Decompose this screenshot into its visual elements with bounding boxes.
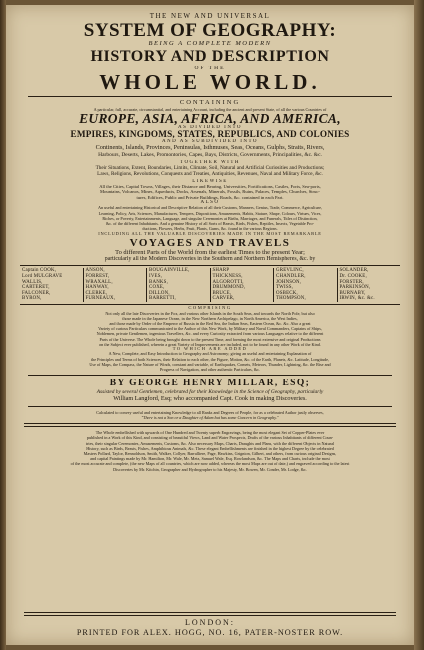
added-label: TO WHICH ARE ADDED <box>172 347 248 351</box>
explorer-name: GREVLINC, <box>276 268 304 274</box>
explorer-name: THOMPSON, <box>276 296 306 302</box>
accurate-line: A particular, full, accurate, circumstantial, and entertaining Account, including the ancient and present State, of all the various Countries of <box>93 106 327 112</box>
also-label: ALSO <box>200 200 220 206</box>
embellished-line-1: The Whole embellished with upwards of One Hundred and Twenty superb Engravings, being the most elegant Set of Copper-Plates ever <box>95 430 325 436</box>
voyages-line-1: To different Parts of the World from the earliest Times to the present Year; <box>115 248 305 256</box>
explorer-name: COXE, <box>149 285 165 291</box>
imprint-printer: PRINTED FOR ALEX. HOGG, NO. 16, PATER-NOSTER ROW. <box>76 628 344 637</box>
explorer-name: FORSTER, <box>339 279 364 285</box>
explorer-name: JOHNSON, <box>276 279 302 285</box>
also-line-5: ductions, Flowers, Herbs, Fruit, Plants, Gums, &c. found in the various Regions. <box>142 226 278 232</box>
embellished-line-4: History, such as Birds, Beasts, Fishes, Amphibious Animals, &c. These elegant Embellishments are finished in the highest Degree by the celebrated <box>86 445 334 451</box>
history-title: HISTORY AND DESCRIPTION <box>90 48 330 65</box>
divided-label: AS DIVIDED INTO <box>177 125 243 131</box>
comprising-line-5: Noblemen, private Gentlemen, ingenious Travellers, &c. and every Curiosity extracted from various Languages relative to the different <box>96 331 324 337</box>
imprint-city: LONDON: <box>185 618 235 627</box>
explorers-column <box>274 268 338 302</box>
also-line-4: &c. of the different Inhabitants. And a genuine History of all Sorts of Beasts, Birds, Fishes, Reptiles, Insects, Vegetable Pro- <box>105 221 315 227</box>
assisted-line-2: William Langford, Esq; who accompanied Capt. Cook in making Discoveries. <box>113 395 307 403</box>
subdivided-label: AND AS SUBDIVIDED INTO <box>161 139 259 145</box>
explorer-name: BARRETTI, <box>149 296 176 302</box>
comprising-line-7: on the Subject ever published, wherein a great Variety of Improvements are included, not to be found in any other Work of the Kind. <box>99 341 321 347</box>
explorer-name: SOLANDER, <box>339 268 369 274</box>
divider <box>28 96 392 97</box>
explorer-name: TWISS, <box>276 285 294 291</box>
likewise-line-1: All the Cities, Capital Towns, Villages, their Distance and Bearing, Universities, Fortifications, Castles, Forts, Sea-ports, <box>99 183 321 189</box>
explorer-name: Lord MULGRAVE <box>22 274 63 280</box>
explorers-column <box>84 268 148 302</box>
likewise-line-3: tures, Edifices, Public and Private Buildings, Roads, &c. contained in each Part. <box>136 194 284 200</box>
embellished-line-3: tries, their singular Ceremonies, Amusements, Customs, &c. Also necessary Maps, Charts, Draughts and Plans, with the different Objects in Natural <box>85 440 335 446</box>
embellished-line-2: published in a Work of this Kind, and consisting of beautiful Views, Land and Water Prospects, Drafts of the various Inhabitants of different Coun- <box>86 435 334 441</box>
embellished-line-8: Discoveries by Mr. Kitchin, Geographer and Hydrographer to his Majesty, Mr. Bowen, Mr. Conder, Mr. Lodge, &c. <box>113 466 307 472</box>
also-line-2: Learning, Policy, Arts, Sciences, Manufactures, Tempers, Dispositions, Amusements, Habits, Stature, Shape, Colours, Virtues, Vices, <box>98 210 322 216</box>
added-line-4: Progress of Navigation, and other authentic Particulars, &c. <box>159 367 260 373</box>
subdivisions-line-2: Harbours, Deserts, Lakes, Promontories, Capes, Bays, Districts, Governments, Principalities, &c. &c. <box>98 151 322 158</box>
explorer-name: WRAXALL, <box>85 279 113 285</box>
explorers-table <box>20 265 400 305</box>
heading-line-1: THE NEW AND UNIVERSAL <box>149 13 271 20</box>
explorer-name: OSBECK, <box>276 290 298 296</box>
author-line: BY GEORGE HENRY MILLAR, ESQ; <box>109 379 311 389</box>
imprint <box>16 609 404 637</box>
explorer-name: FURNEAUX, <box>85 296 116 302</box>
explorer-name: CARVER, <box>212 296 235 302</box>
double-divider <box>24 423 396 427</box>
explorer-name: WALLIS, <box>22 279 43 285</box>
likewise-label: LIKEWISE <box>192 178 228 184</box>
comprising-label: COMPRISING <box>188 305 232 310</box>
comprising-line-4: Variety of curious Particulars communicated to the Author of this New Work, by Military and Naval Commanders, Captains of Ships, <box>98 326 322 332</box>
explorer-name: CARTERET, <box>22 285 50 291</box>
explorer-name: ALGOROTTI, <box>212 279 244 285</box>
containing-label: CONTAINING <box>179 100 241 106</box>
added-line-1: A New, Complete, and Easy Introduction to Geography and Astronomy; giving an useful and entertaining Explanation of <box>108 351 312 357</box>
title-page <box>6 5 414 645</box>
voyages-title: VOYAGES AND TRAVELS <box>129 237 291 249</box>
explorer-name: ANSON, <box>85 268 105 274</box>
explorers-column <box>20 268 84 302</box>
situations-line-2: Laws, Religions, Revolutions, Conquests and Treaties, Antiquities, Revenues, Naval and Military Force, &c. <box>97 171 323 178</box>
assisted-line-1: Assisted by several Gentlemen, celebrated for their Knowledge in the Science of Geography, particularly <box>96 388 324 395</box>
explorer-name: DILLON, <box>149 290 170 296</box>
explorer-name: BURNABY, <box>339 290 366 296</box>
comprising-line-2: those made in the Japanese Ocean, in the New Northern Archipelago, in North America, the West Indies, <box>122 315 298 321</box>
explorer-name: CLERKE, <box>85 290 108 296</box>
whole-world-title: WHOLE WORLD. <box>99 72 321 93</box>
double-divider <box>24 612 396 616</box>
explorer-name: FALCONER, <box>22 290 51 296</box>
subdivisions-line-1: Continents, Islands, Provinces, Peninsulas, Isthmuses, Seas, Oceans, Gulphs, Straits, Rivers, <box>95 144 325 152</box>
explorer-name: SHARP <box>212 268 230 274</box>
explorers-column <box>211 268 275 302</box>
together-label: TOGETHER WITH <box>179 159 240 165</box>
embellished-line-6: and capital Paintings made by Mr. Hamilton, Mr. Wale, Mr. Metz, Samuel Wale, Esq. Rowlandson, &c. The Maps and Charts, include the most <box>90 456 330 462</box>
explorer-name: FORREST, <box>85 274 110 280</box>
embellished-line-7: of the most accurate and complete, (the new Maps of all countries, which are now added, whereas the most Maps are out of date,) and engraved according to the latest <box>70 461 350 467</box>
book-edge <box>414 0 424 650</box>
divider <box>28 375 392 376</box>
embellished-line-5: Masters Pollard, Taylor, Rennoldson, Smith, Walker, Collyer, Barralliere, Page, Hawkins, Grignion, Gilbert, and others, from curious original Designs, <box>83 450 337 456</box>
explorer-name: PARKINSON, <box>339 285 371 291</box>
explorer-name: BRUCE, <box>212 290 232 296</box>
of-the-line: OF THE <box>194 65 226 71</box>
continents-title: EUROPE, ASIA, AFRICA, AND AMERICA, <box>79 111 341 126</box>
explorer-name: CHANDLER, <box>276 274 306 280</box>
comprising-line-3: and those made by Order of the Emperor of Russia in the Red Sea, the Indian Seas, Eastern Ocean, &c. &c. Also a great <box>109 320 311 326</box>
explorers-column <box>147 268 211 302</box>
explorer-name: IRWIN, &c. &c. <box>339 296 375 302</box>
including-label: INCLUDING ALL THE VALUABLE DISCOVERIES MADE IN THE MOST REMARKABLE <box>98 232 322 237</box>
comprising-line-1: Not only all the late Discoveries in the Fox, and various other Islands in the South Seas, and towards the North Pole, but also <box>105 310 315 316</box>
explorer-name: BOUGAINVILLE, <box>149 268 190 274</box>
comprising-line-6: Parts of the Universe. The Whole being brought down to the present Time, and forming the most extensive and original Productions <box>99 336 321 342</box>
explorer-name: HANWAY, <box>85 285 109 291</box>
explorer-name: Captain COOK, <box>22 268 57 274</box>
voyages-line-2: particularly all the Modern Discoveries in the Southern and Northern Hemispheres, &c. by <box>104 256 316 263</box>
also-line-1: An useful and entertaining Historical and Descriptive Relation of all their Customs, Manners, Genius, Trade, Commerce, Agriculture, <box>98 205 322 211</box>
calculated-line-1: Calculated to convey useful and entertaining Knowledge to all Ranks and Degrees of People, for as a celebrated Author justly observes, <box>96 409 324 415</box>
situations-line-1: Their Situations, Extent, Boundaries, Limits, Climate, Soil, Natural and Artificial Curiosities and Productions; <box>95 164 325 171</box>
calculated-line-2: "There is not a Son or a Daughter of Adam but has some Concern in Geography." <box>141 414 279 420</box>
subtitle-line: BEING A COMPLETE MODERN <box>148 41 272 47</box>
explorer-name: BYRON, <box>22 296 42 302</box>
divider <box>28 406 392 407</box>
explorers-column <box>338 268 401 302</box>
title-page-text <box>16 11 404 641</box>
main-title: SYSTEM OF GEOGRAPHY: <box>83 21 337 40</box>
added-line-3: Use of Maps, the Compass, the Nature of Winds, constant and variable, of Earthquakes, Comets, Meteors, Thunder, Lightning, &c. the Rise and <box>89 361 331 367</box>
explorer-name: THICKNESS, <box>212 274 243 280</box>
empires-title: EMPIRES, KINGDOMS, STATES, REPUBLICS, AND COLONIES <box>70 130 350 140</box>
likewise-line-2: Mountains, Volcanos, Mines, Aqueducts, Docks, Arsenals, Minerals, Fossils, Ruins, Palaces, Temples, Churches, Struc- <box>100 189 320 195</box>
explorer-name: BANKS, <box>149 279 169 285</box>
also-line-3: Riches, or Poverty, Entertainments, Language, and singular Ceremonies at Births, Marriages, and Funerals, Titles of Distinction, <box>102 215 318 221</box>
explorer-name: DRUMMOND, <box>212 285 246 291</box>
added-line-2: the Principles and Terms of both Sciences, their Relation to each other, the Figure, Motion, &c. of the Earth, Planets, &c. Latitude, Longitude, <box>90 356 330 362</box>
explorer-name: Dr. COOKE, <box>339 274 367 280</box>
explorer-name: IVES, <box>149 274 163 280</box>
